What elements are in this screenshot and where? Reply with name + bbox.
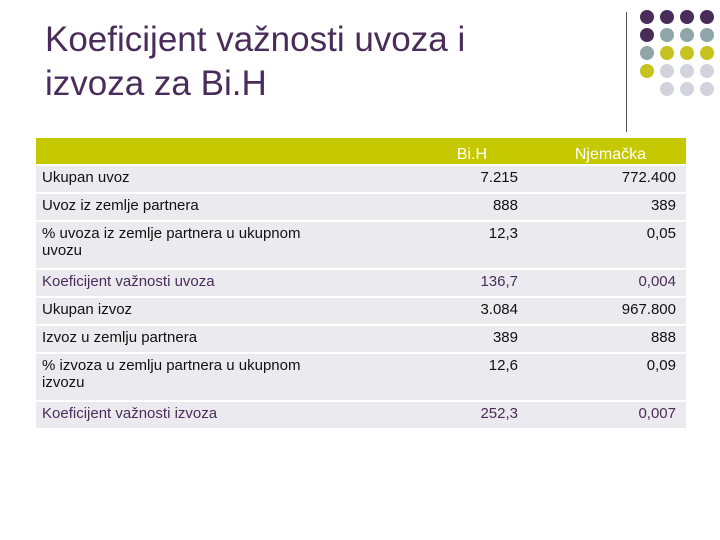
row-label: % uvoza iz zemlje partnera u ukupnom uvozu <box>36 222 320 268</box>
decor-dot-icon <box>660 10 674 24</box>
table-row <box>36 194 686 220</box>
njemacka-value: 0,05 <box>527 222 686 268</box>
header-njemacka: Njemačka <box>527 138 686 164</box>
decor-dot-icon <box>640 28 654 42</box>
table-header-row <box>36 138 686 164</box>
decorative-divider <box>626 12 627 132</box>
bih-value: 12,3 <box>320 222 527 268</box>
njemacka-value: 0,007 <box>527 402 686 428</box>
table-row <box>36 354 686 400</box>
bih-value: 252,3 <box>320 402 527 428</box>
njemacka-value: 0,004 <box>527 270 686 296</box>
row-label: % izvoza u zemlju partnera u ukupnom izvozu <box>36 354 320 400</box>
decor-dot-icon <box>660 28 674 42</box>
row-label: Uvoz iz zemlje partnera <box>36 194 320 220</box>
title-line-1: Koeficijent važnosti uvoza i <box>45 20 466 59</box>
bih-value: 3.084 <box>320 298 527 324</box>
bih-value: 7.215 <box>320 166 527 192</box>
decorative-dot-grid <box>640 10 714 96</box>
njemacka-value: 888 <box>527 326 686 352</box>
njemacka-value: 0,09 <box>527 354 686 400</box>
table-row <box>36 402 686 428</box>
bih-value: 888 <box>320 194 527 220</box>
header-label-column <box>36 138 320 164</box>
decor-dot-icon <box>640 82 654 96</box>
bih-value: 136,7 <box>320 270 527 296</box>
table-row <box>36 270 686 296</box>
title-line-2: izvoza za Bi.H <box>45 64 267 103</box>
header-bih: Bi.H <box>320 138 527 164</box>
decor-dot-icon <box>680 28 694 42</box>
njemacka-value: 772.400 <box>527 166 686 192</box>
decor-dot-icon <box>660 64 674 78</box>
decor-dot-icon <box>680 46 694 60</box>
decor-dot-icon <box>680 64 694 78</box>
comparison-table <box>36 136 686 430</box>
row-label: Koeficijent važnosti uvoza <box>36 270 320 296</box>
decor-dot-icon <box>640 46 654 60</box>
row-label: Koeficijent važnosti izvoza <box>36 402 320 428</box>
njemacka-value: 967.800 <box>527 298 686 324</box>
decor-dot-icon <box>700 46 714 60</box>
njemacka-value: 389 <box>527 194 686 220</box>
bih-value: 389 <box>320 326 527 352</box>
table-row <box>36 166 686 192</box>
decor-dot-icon <box>680 10 694 24</box>
decor-dot-icon <box>700 28 714 42</box>
decor-dot-icon <box>700 10 714 24</box>
row-label: Ukupan izvoz <box>36 298 320 324</box>
decor-dot-icon <box>640 10 654 24</box>
table-row <box>36 326 686 352</box>
page-title <box>45 18 605 106</box>
table-row <box>36 222 686 268</box>
decor-dot-icon <box>680 82 694 96</box>
decor-dot-icon <box>660 46 674 60</box>
table-row <box>36 298 686 324</box>
decor-dot-icon <box>700 64 714 78</box>
decor-dot-icon <box>660 82 674 96</box>
row-label: Izvoz u zemlju partnera <box>36 326 320 352</box>
row-label: Ukupan uvoz <box>36 166 320 192</box>
decor-dot-icon <box>640 64 654 78</box>
decor-dot-icon <box>700 82 714 96</box>
bih-value: 12,6 <box>320 354 527 400</box>
